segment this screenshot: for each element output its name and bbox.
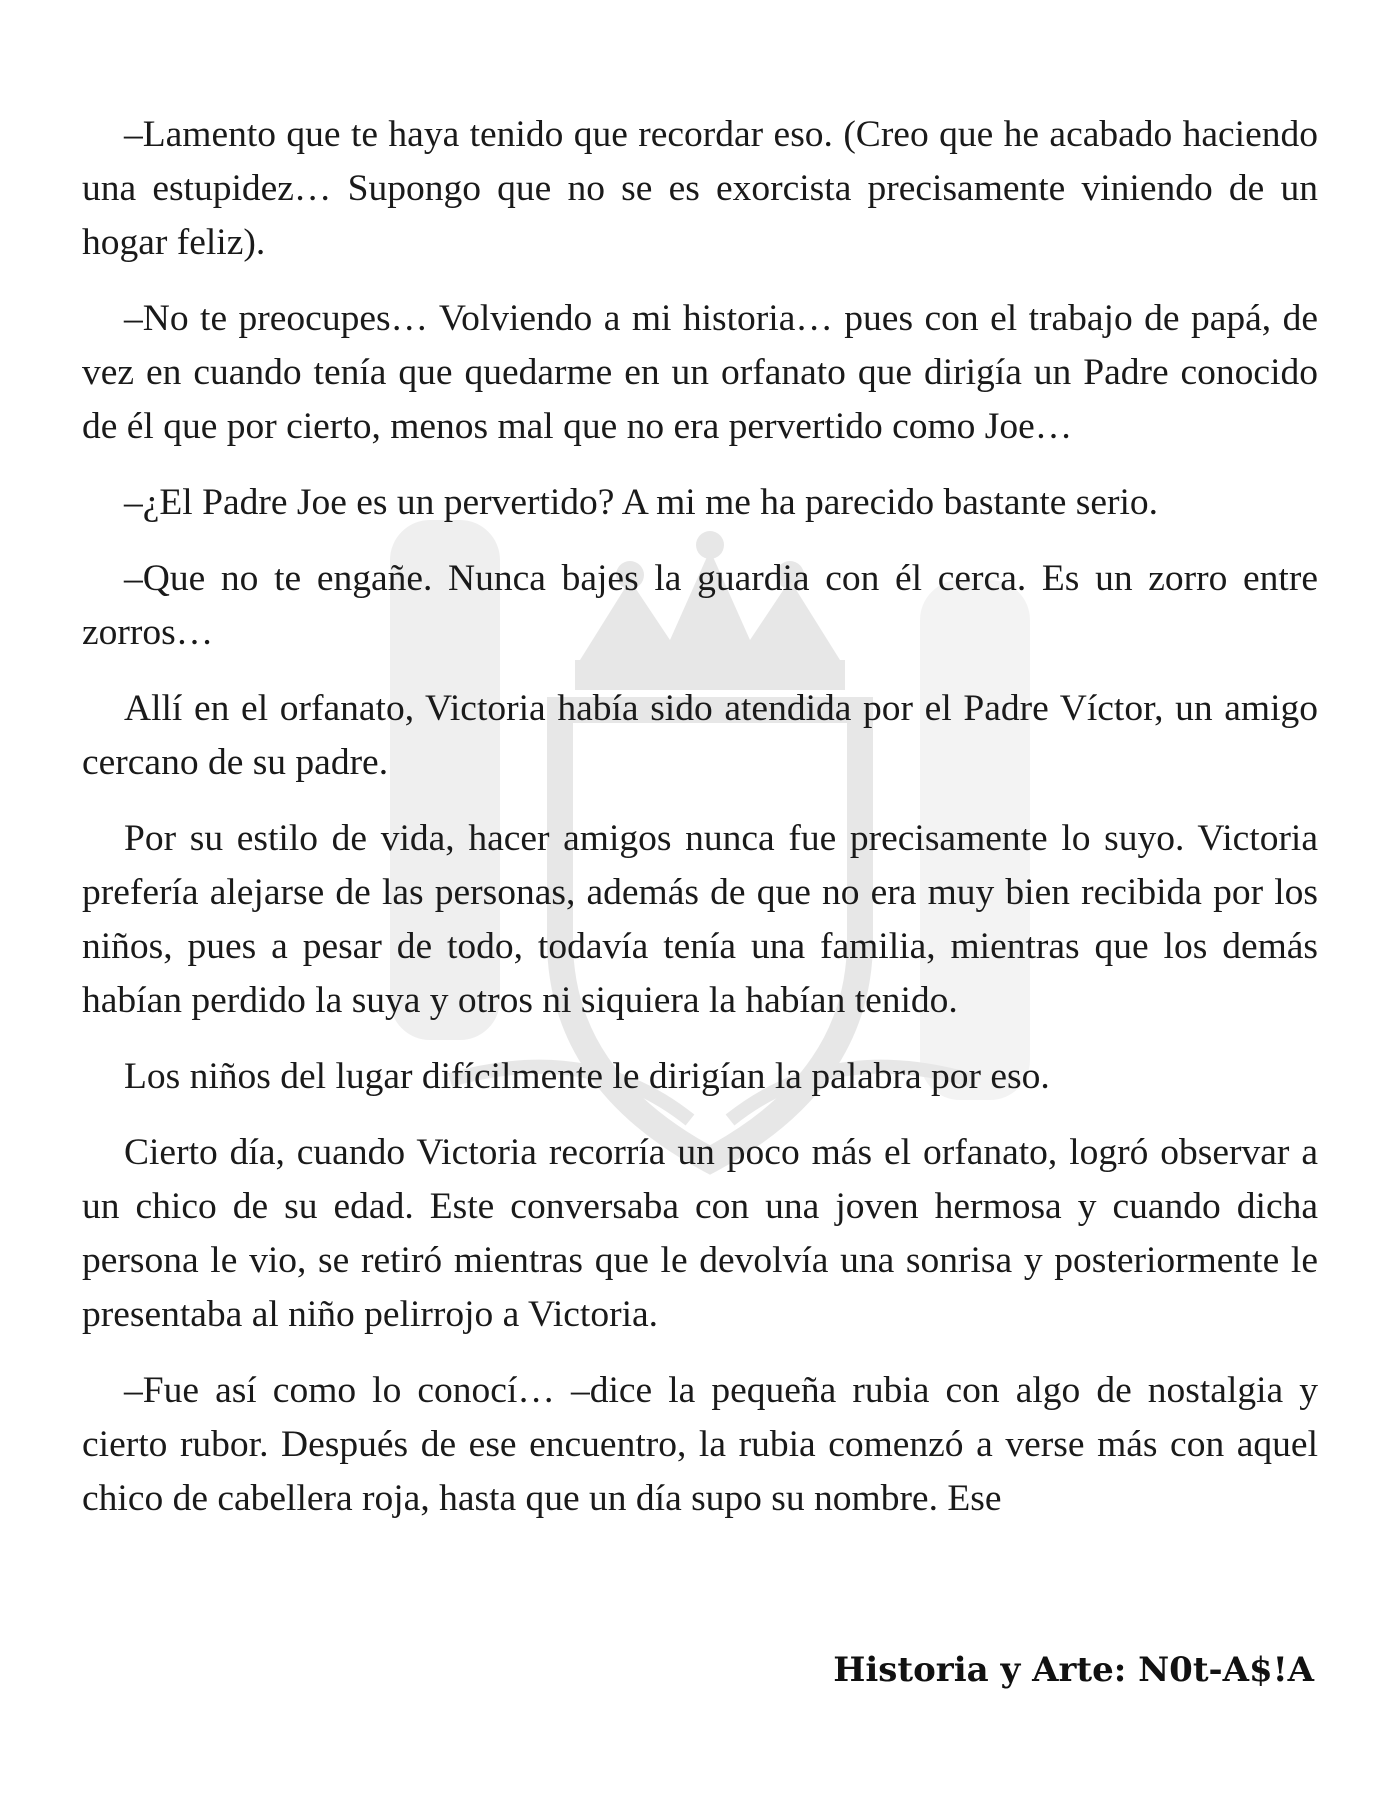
- footer-credit: Historia y Arte: N0t-A$!A: [833, 1650, 1314, 1690]
- page-body: [82, 108, 1318, 1548]
- paragraph-6: Por su estilo de vida, hacer amigos nunca fue precisamente lo suyo. Victoria prefería alejarse de las personas, además de que no era muy bien recibida por los niños, pues a pesar de todo, todavía tenía una familia, mientras que los demás habían perdido la suya y otros ni siquiera la habían tenido.: [82, 818, 1318, 1021]
- paragraph-4: –Que no te engañe. Nunca bajes la guardia con él cerca. Es un zorro entre zorros…: [82, 558, 1318, 653]
- paragraph-3: –¿El Padre Joe es un pervertido? A mi me ha parecido bastante serio.: [124, 482, 1159, 523]
- paragraph-8: Cierto día, cuando Victoria recorría un poco más el orfanato, logró observar a un chico de su edad. Este conversaba con una joven hermosa y cuando dicha persona le vio, se retiró mientras que le devolvía una sonrisa y posteriormente le presentaba al niño pelirrojo a Victoria.: [82, 1132, 1318, 1335]
- paragraph-1: –Lamento que te haya tenido que recordar eso. (Creo que he acabado haciendo una estupidez… Supongo que no se es exorcista precisamente viniendo de un hogar feliz).: [82, 114, 1318, 263]
- paragraph-5: Allí en el orfanato, Victoria había sido atendida por el Padre Víctor, un amigo cercano de su padre.: [82, 688, 1318, 783]
- paragraph-9: –Fue así como lo conocí… –dice la pequeña rubia con algo de nostalgia y cierto rubor. Después de ese encuentro, la rubia comenzó a verse más con aquel chico de cabellera roja, hasta que un día supo su nombre. Ese: [82, 1370, 1318, 1519]
- paragraph-7: Los niños del lugar difícilmente le dirigían la palabra por eso.: [124, 1056, 1050, 1097]
- paragraph-2: –No te preocupes… Volviendo a mi historia… pues con el trabajo de papá, de vez en cuando tenía que quedarme en un orfanato que dirigía un Padre conocido de él que por cierto, menos mal que no era pervertido como Joe…: [82, 298, 1318, 447]
